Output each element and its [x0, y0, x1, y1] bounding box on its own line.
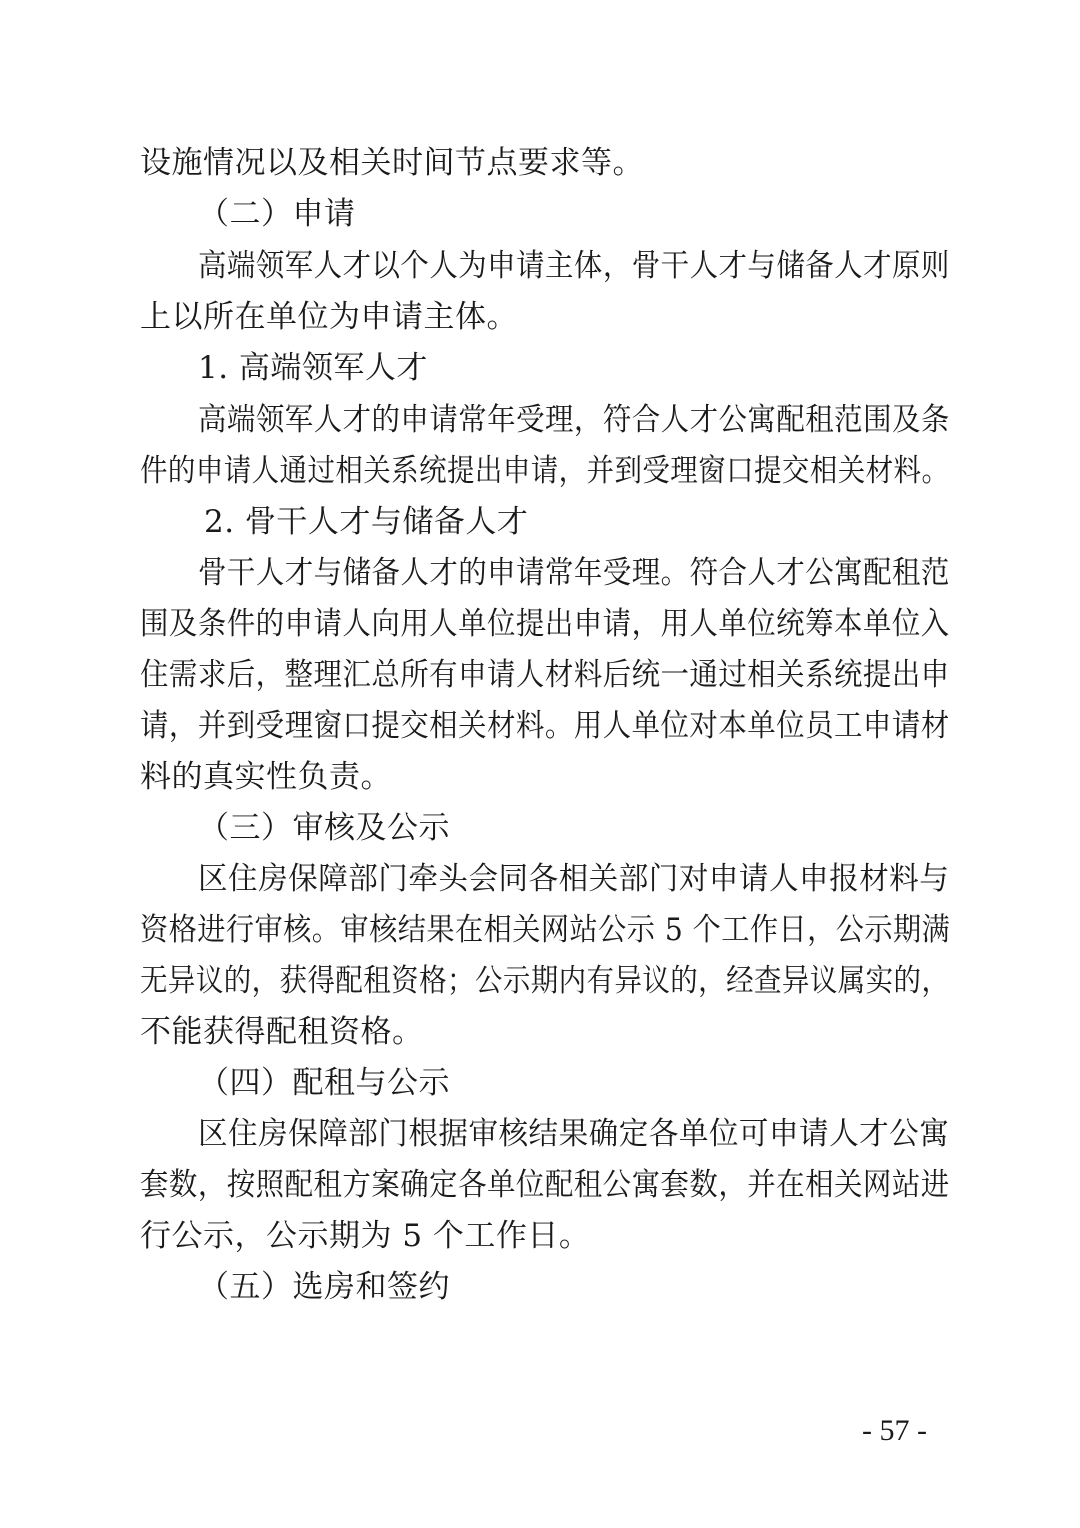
subsection-heading: 2. 骨干人才与储备人才 — [204, 504, 529, 540]
paragraph-line: 住需求后，整理汇总所有申请人材料后统一通过相关系统提出申 — [140, 657, 950, 693]
paragraph-line: 件的申请人通过相关系统提出申请，并到受理窗口提交相关材料。 — [140, 453, 950, 489]
paragraph-line: 请，并到受理窗口提交相关材料。用人单位对本单位员工申请材 — [140, 708, 950, 744]
paragraph-line: 围及条件的申请人向用人单位提出申请，用人单位统筹本单位入 — [140, 606, 950, 642]
paragraph-line: 无异议的，获得配租资格；公示期内有异议的，经查异议属实的， — [140, 963, 950, 999]
paragraph-line: 套数，按照配租方案确定各单位配租公寓套数，并在相关网站进 — [140, 1167, 950, 1203]
paragraph-line: 料的真实性负责。 — [140, 759, 392, 795]
section-heading: （四）配租与公示 — [198, 1065, 450, 1101]
paragraph-line: 上以所在单位为申请主体。 — [140, 299, 518, 335]
paragraph-line: 骨干人才与储备人才的申请常年受理。符合人才公寓配租范 — [198, 555, 950, 591]
section-heading: （二）申请 — [198, 196, 356, 232]
section-heading: （五）选房和签约 — [198, 1269, 450, 1305]
paragraph-line: 区住房保障部门根据审核结果确定各单位可申请人才公寓 — [198, 1116, 950, 1152]
paragraph-line: 资格进行审核。审核结果在相关网站公示 5 个工作日，公示期满 — [140, 912, 951, 948]
section-heading: （三）审核及公示 — [198, 810, 450, 846]
paragraph-line: 高端领军人才以个人为申请主体，骨干人才与储备人才原则 — [198, 248, 950, 284]
paragraph-line: 设施情况以及相关时间节点要求等。 — [140, 145, 644, 181]
paragraph-line: 区住房保障部门牵头会同各相关部门对申请人申报材料与 — [198, 861, 950, 897]
page-number: - 57 - — [862, 1414, 927, 1447]
paragraph-line: 高端领军人才的申请常年受理，符合人才公寓配租范围及条 — [198, 402, 950, 438]
paragraph-line: 行公示，公示期为 5 个工作日。 — [140, 1218, 591, 1254]
subsection-heading: 1. 高端领军人才 — [198, 350, 428, 386]
paragraph-line: 不能获得配租资格。 — [140, 1014, 424, 1050]
